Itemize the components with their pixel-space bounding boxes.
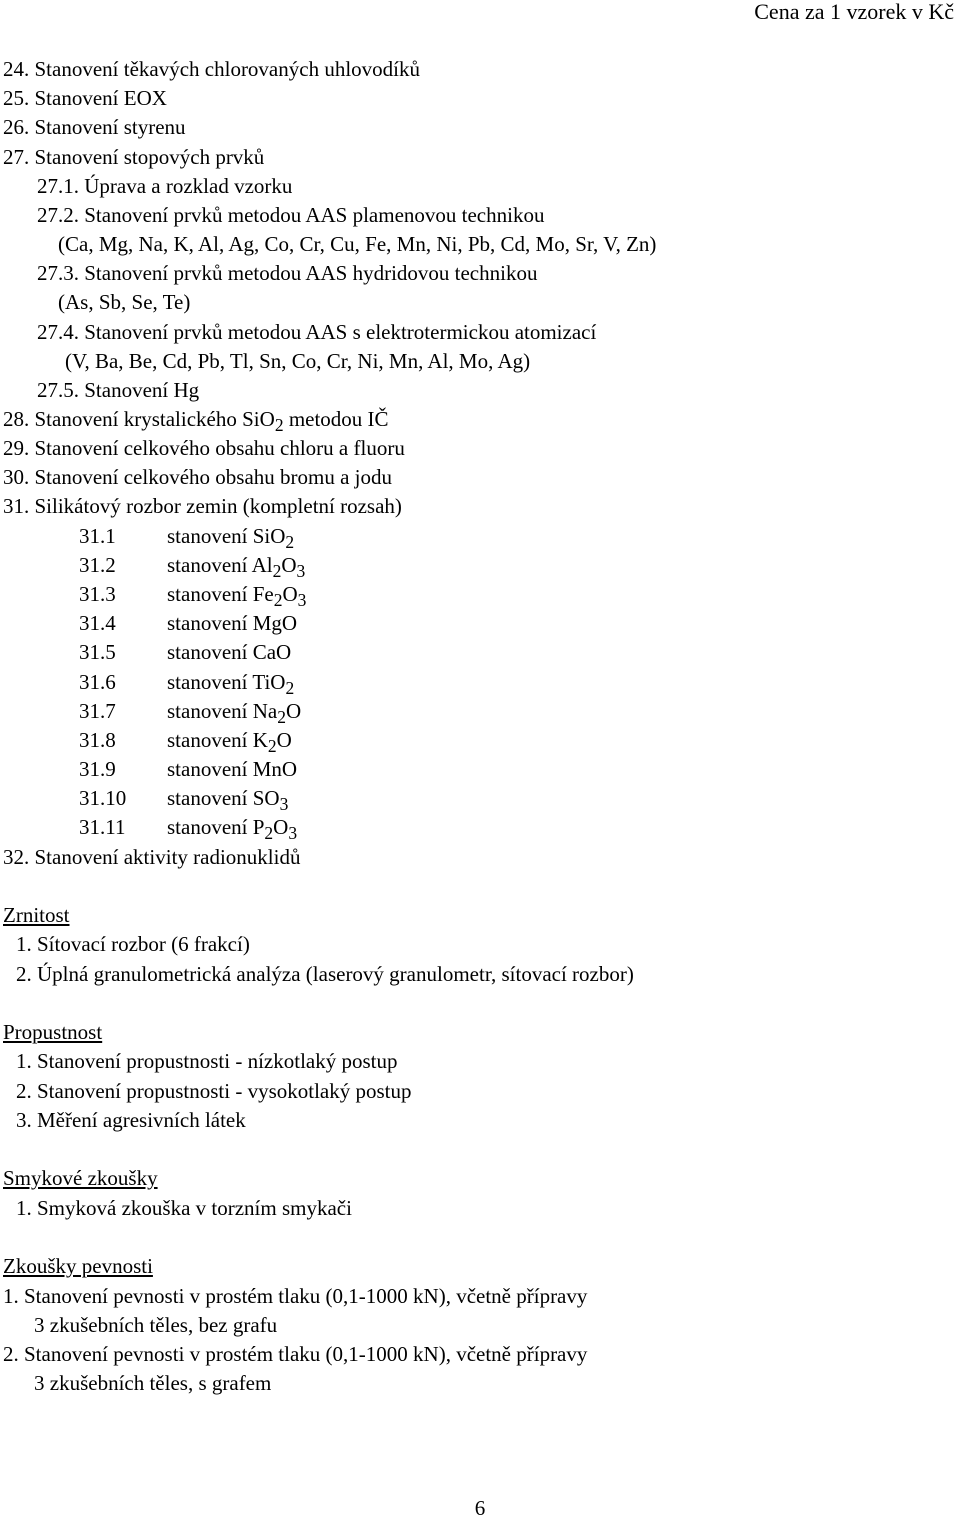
item-text: 27. Stanovení stopových prvků bbox=[3, 145, 265, 169]
item-text: stanovení MnO bbox=[167, 757, 298, 781]
item-text: 27.2. Stanovení prvků metodou AAS plamenovou technikou bbox=[37, 203, 545, 227]
item-text: stanovení $SO_3$ bbox=[167, 786, 289, 815]
item-text: 3 zkušebních těles, bez grafu bbox=[34, 1313, 278, 1337]
item-number: 31.2 bbox=[79, 553, 116, 577]
item-text: 2. Úplná granulometrická analýza (laserový granulometr, sítovací rozbor) bbox=[16, 962, 634, 986]
item-text: stanovení TiO$_2$ bbox=[167, 670, 295, 699]
item-text: stanovení MgO bbox=[167, 611, 298, 635]
item-text: 24. Stanovení těkavých chlorovaných uhlovodíků bbox=[3, 57, 420, 81]
item-text: 2. Stanovení pevnosti v prostém tlaku (0,1-1000 kN), včetně přípravy bbox=[3, 1342, 588, 1366]
item-text: 27.1. Úprava a rozklad vzorku bbox=[37, 174, 293, 198]
item-number: 31.7 bbox=[79, 699, 116, 723]
item-number: 31.9 bbox=[79, 757, 116, 781]
item-number: 31.6 bbox=[79, 670, 116, 694]
item-text: stanovení $P_2O_3$ bbox=[167, 815, 298, 844]
item-text: 1. Smyková zkouška v torzním smykači bbox=[16, 1196, 352, 1220]
item-number: 31.11 bbox=[79, 815, 126, 839]
item-number: 31.5 bbox=[79, 640, 116, 664]
item-text: 31. Silikátový rozbor zemin (kompletní rozsah) bbox=[3, 494, 402, 518]
item-text: stanovení CaO bbox=[167, 640, 292, 664]
item-text: stanovení $Fe_2O_3$ bbox=[167, 582, 307, 611]
item-text: 3. Měření agresivních látek bbox=[16, 1108, 246, 1132]
item-text: stanovení $K_2O$ bbox=[167, 728, 292, 757]
item-text: stanovení SiO$_2$ bbox=[167, 524, 295, 553]
item-text: 27.5. Stanovení Hg bbox=[37, 378, 200, 402]
item-number: 31.3 bbox=[79, 582, 116, 606]
item-number: 31.8 bbox=[79, 728, 116, 752]
item-text: 30. Stanovení celkového obsahu bromu a jodu bbox=[3, 465, 393, 489]
item-text: 32. Stanovení aktivity radionuklidů bbox=[3, 845, 301, 869]
item-text: 1. Stanovení pevnosti v prostém tlaku (0,1-1000 kN), včetně přípravy bbox=[3, 1284, 588, 1308]
item-text: 25. Stanovení EOX bbox=[3, 86, 167, 110]
item-text: 29. Stanovení celkového obsahu chloru a fluoru bbox=[3, 436, 405, 460]
item-text: stanovení $Al_2O_3$ bbox=[167, 553, 306, 582]
item-text: stanovení $Na_2O$ bbox=[167, 699, 302, 728]
price-column-header: Cena za 1 vzorek v Kč bbox=[754, 0, 954, 24]
item-text: 2. Stanovení propustnosti - vysokotlaký postup bbox=[16, 1079, 412, 1103]
item-text: (V, Ba, Be, Cd, Pb, Tl, Sn, Co, Cr, Ni, Mn, Al, Mo, Ag) bbox=[65, 349, 531, 373]
item-number: 31.1 bbox=[79, 524, 116, 548]
item-text: 27.4. Stanovení prvků metodou AAS s elektrotermickou atomizací bbox=[37, 320, 597, 344]
item-text: (As, Sb, Se, Te) bbox=[58, 290, 191, 314]
item-text: 26. Stanovení styrenu bbox=[3, 115, 186, 139]
page-number: 6 bbox=[474, 1496, 486, 1520]
item-text: 28. Stanovení krystalického SiO$_2$ metodou IČ bbox=[3, 407, 389, 436]
item-number: 31.4 bbox=[79, 611, 116, 635]
item-text: 3 zkušebních těles, s grafem bbox=[34, 1371, 272, 1395]
item-number: 31.10 bbox=[79, 786, 127, 810]
item-text: (Ca, Mg, Na, K, Al, Ag, Co, Cr, Cu, Fe, Mn, Ni, Pb, Cd, Mo, Sr, V, Zn) bbox=[58, 232, 657, 256]
item-text: 1. Sítovací rozbor (6 frakcí) bbox=[16, 932, 250, 956]
item-text: 27.3. Stanovení prvků metodou AAS hydridovou technikou bbox=[37, 261, 538, 285]
item-text: 1. Stanovení propustnosti - nízkotlaký postup bbox=[16, 1049, 398, 1073]
